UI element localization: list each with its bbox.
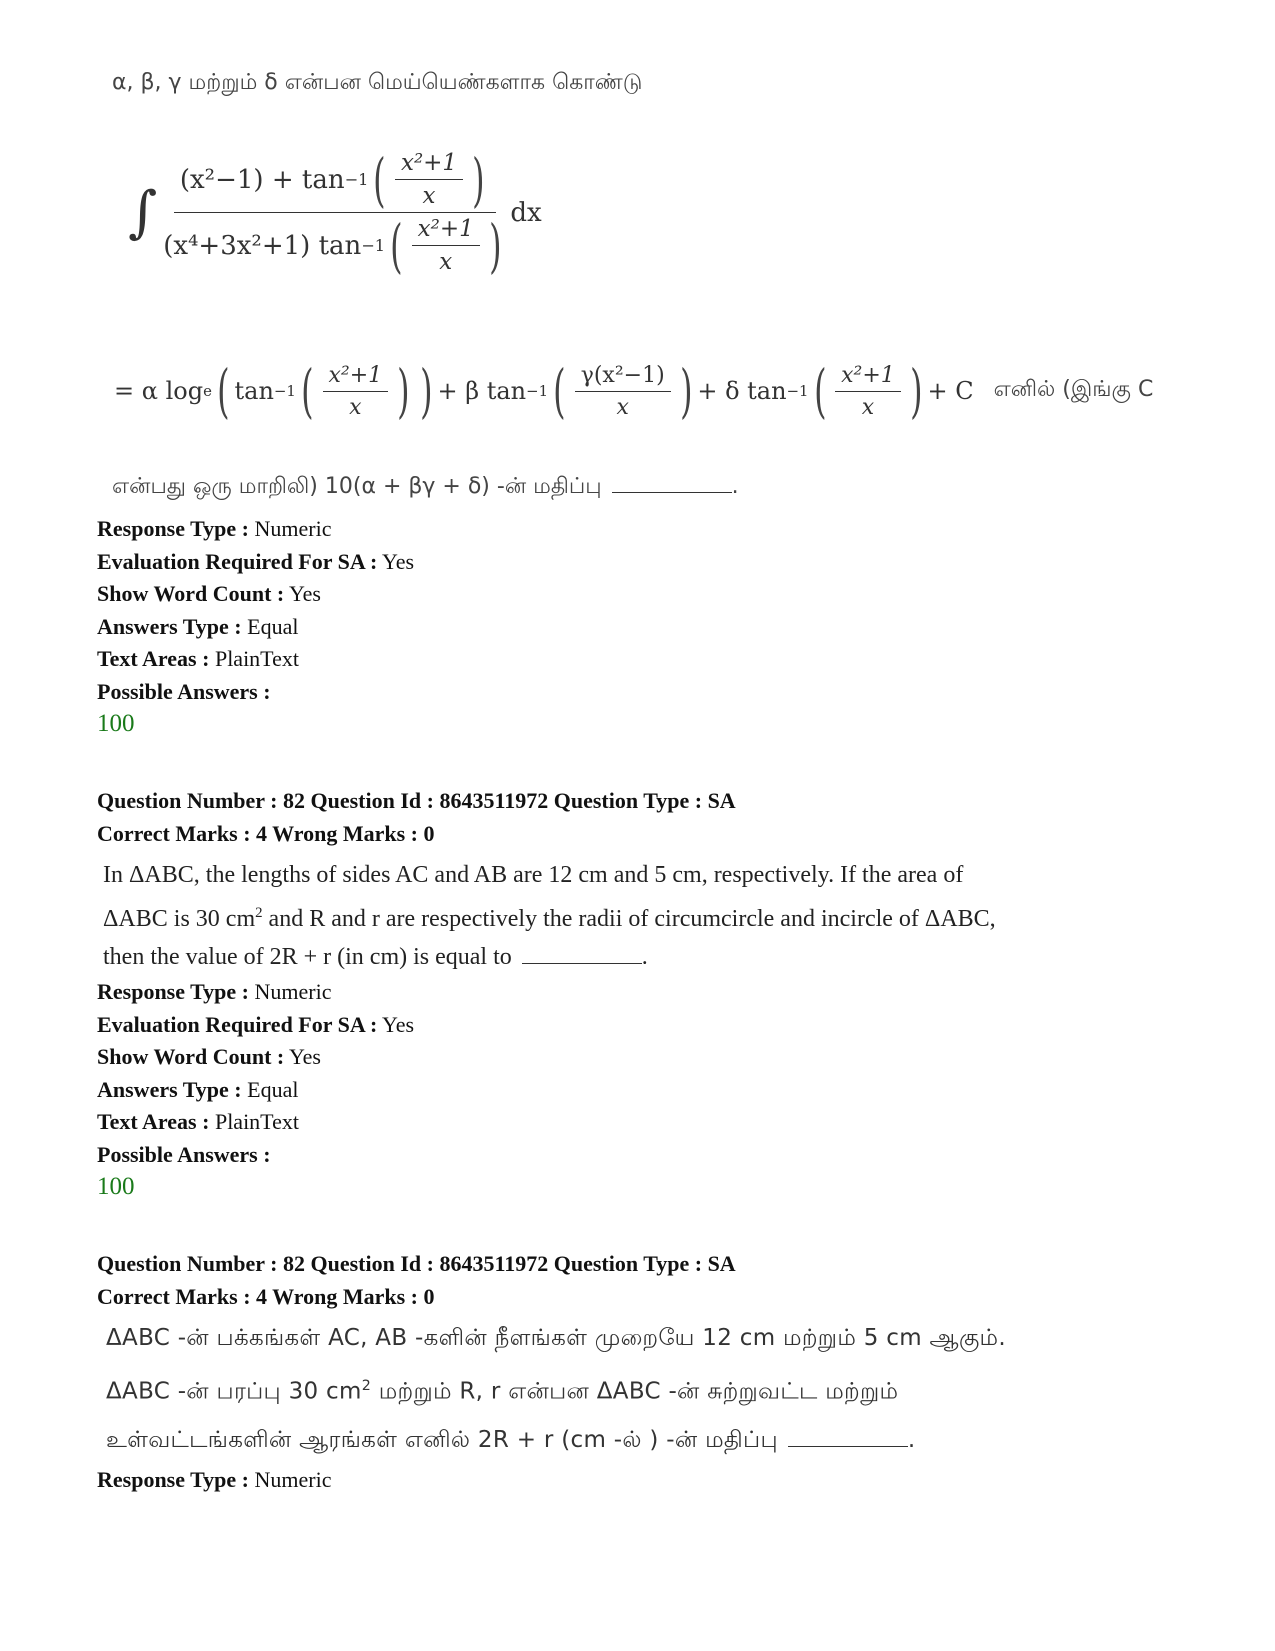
integral-num-frac-den: x (422, 183, 436, 209)
possible-answers-label: Possible Answers : (97, 678, 271, 704)
q82-en-header (97, 784, 736, 850)
inv-1: −1 (344, 170, 369, 189)
q81-intro (112, 70, 642, 98)
q81-last-end: . (731, 474, 739, 499)
response-type-label: Response Type : (97, 1467, 249, 1492)
rhs-start: = α log (114, 377, 204, 405)
text-areas-value: PlainText (214, 1109, 299, 1134)
response-type-value: Numeric (254, 979, 332, 1004)
response-type-label: Response Type : (97, 979, 249, 1004)
frac-c-den: x (861, 394, 875, 420)
plus-c: + C (927, 377, 974, 405)
integral-den-frac-den: x (439, 249, 453, 275)
integral-den-frac-num: x²+1 (412, 216, 480, 246)
word-count-value: Yes (288, 1044, 321, 1069)
answers-type-value: Equal (247, 613, 299, 639)
q82-ta-line2a: ΔABC -ன் பரப்பு 30 cm (106, 1378, 362, 1405)
q81-last-line (112, 474, 739, 502)
word-count-value: Yes (288, 581, 321, 606)
meta-block-1 (97, 513, 414, 741)
rhs-tail: எனில் (இங்கு C (993, 377, 1154, 402)
q82-ta-header-line2: Correct Marks : 4 Wrong Marks : 0 (97, 1284, 435, 1309)
text-areas-value: PlainText (214, 646, 299, 671)
q82-ta-line2b: மற்றும் R, r என்பன ΔABC -ன் சுற்றுவட்ட மற்றும் (371, 1378, 899, 1405)
answers-type-label: Answers Type : (97, 1076, 242, 1102)
rhs-sub: e (203, 382, 212, 400)
word-count-label: Show Word Count : (97, 581, 285, 606)
q81-rhs: = α log e ( tan −1 ( $\frac{\text{x²+1}}{x}$ ) ) + β tan −1 ( $\frac{\text{γ(x²−1)}}{x}$ ) + δ tan −1 ( $\frac{\text{x²+1}}{x}$ ) + C எனில் (இங்கு C (114, 357, 1154, 425)
frac-b-num: γ(x²−1) (575, 363, 671, 392)
frac-c-num: x²+1 (835, 363, 901, 392)
response-type-label: Response Type : (97, 516, 249, 541)
q82-en-header-line1: Question Number : 82 Question Id : 8643511972 Question Type : SA (97, 788, 736, 813)
q82-en-line1: In ΔABC, the lengths of sides AC and AB are 12 cm and 5 cm, respectively. If the area of (103, 862, 964, 888)
q82-en-header-line2: Correct Marks : 4 Wrong Marks : 0 (97, 821, 435, 846)
frac-b-den: x (616, 394, 629, 420)
text-areas-label: Text Areas : (97, 646, 210, 671)
q82-en-line2-sup: 2 (255, 905, 263, 921)
integral-num-frac-num: x²+1 (395, 150, 463, 180)
q82-en-question (103, 856, 1133, 976)
eval-label: Evaluation Required For SA : (97, 1011, 378, 1037)
integral-num-a: (x²−1) + tan (179, 164, 345, 195)
inv-3: −1 (273, 382, 296, 400)
eval-value: Yes (382, 548, 415, 574)
meta-block-3 (97, 1464, 331, 1497)
q81-last-line-text: என்பது ஒரு மாறிலி) 10(α + βγ + δ) -ன் மதிப்பு (112, 474, 602, 499)
frac-a-den: x (349, 394, 362, 420)
answers-type-value: Equal (247, 1076, 299, 1102)
q82-en-line2a: ΔABC is 30 cm (103, 906, 256, 932)
plus-delta: + δ tan (697, 377, 787, 405)
q81-intro-text: α, β, γ மற்றும் δ என்பன மெய்யெண்களாக கொண்டு (112, 70, 643, 95)
tan-a: tan (234, 377, 274, 405)
answer-blank (612, 492, 732, 493)
word-count-label: Show Word Count : (97, 1044, 285, 1069)
eval-label: Evaluation Required For SA : (97, 548, 378, 574)
q82-ta-header-line1: Question Number : 82 Question Id : 8643511972 Question Type : SA (97, 1251, 736, 1276)
q82-ta-question (106, 1314, 1126, 1464)
inv-4: −1 (526, 382, 549, 400)
q82-ta-line3-end: . (907, 1426, 916, 1453)
possible-answer-value: 100 (97, 1173, 135, 1200)
q82-ta-line1: ΔABC -ன் பக்கங்கள் AC, AB -களின் நீளங்கள் முறையே 12 cm மற்றும் 5 cm ஆகும். (106, 1325, 1006, 1351)
dx: dx (510, 197, 542, 228)
inv-5: −1 (786, 382, 809, 400)
text-areas-label: Text Areas : (97, 1109, 210, 1134)
plus-beta: + β tan (437, 377, 527, 405)
eval-value: Yes (382, 1011, 415, 1037)
q82-ta-line2-sup: 2 (361, 1378, 372, 1394)
frac-a-num: x²+1 (323, 363, 389, 392)
q82-ta-blank (788, 1446, 908, 1447)
integral-sign: ∫ (128, 180, 158, 245)
q82-en-line2b: and R and r are respectively the radii of circumcircle and incircle of ΔABC, (262, 906, 996, 932)
integral-den-a: (x⁴+3x²+1) tan (163, 230, 362, 261)
answers-type-label: Answers Type : (97, 613, 242, 639)
q82-en-blank (522, 963, 642, 964)
response-type-value: Numeric (254, 516, 332, 541)
possible-answer-value: 100 (97, 710, 135, 737)
q82-en-line3: then the value of 2R + r (in cm) is equal to (103, 944, 512, 970)
q82-ta-line3: உள்வட்டங்களின் ஆரங்கள் எனில் 2R + r (cm -ல் ) -ன் மதிப்பு (106, 1426, 778, 1453)
q82-ta-header (97, 1247, 736, 1313)
possible-answers-label: Possible Answers : (97, 1141, 271, 1167)
q81-integral (128, 145, 542, 280)
inv-2: −1 (361, 236, 386, 255)
meta-block-2 (97, 976, 414, 1204)
integral-fraction: (x²−1) + tan −1 ( $\frac{\text{x²+1}}{x}$ ) (x⁴+3x²+1) tan −1 ( $\frac{\text{x²+1}}{x}$ ) (163, 145, 502, 280)
response-type-value: Numeric (254, 1467, 332, 1492)
q82-en-line3-end: . (641, 944, 648, 970)
